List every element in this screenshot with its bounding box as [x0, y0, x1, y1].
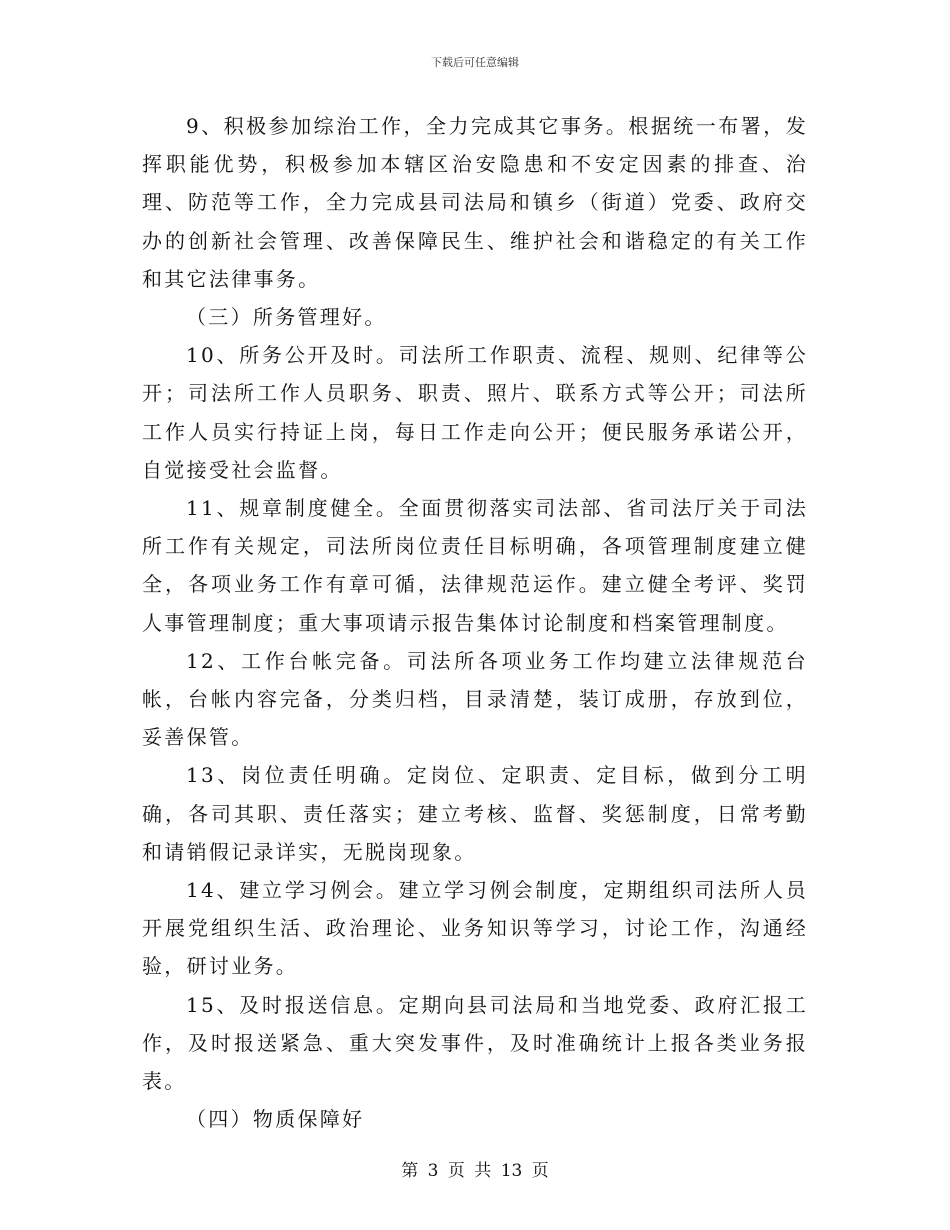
section-heading-4: （四）物质保障好 — [186, 1107, 365, 1132]
section-heading-3: （三）所务管理好。 — [186, 305, 387, 330]
paragraph-item-14: 14、建立学习例会。建立学习例会制度，定期组织司法所人员开展党组织生活、政治理论、业务知识等学习，讨论工作，沟通经验，研讨业务。 — [142, 878, 808, 979]
page-number: 第 3 页 共 13 页 — [401, 1161, 549, 1181]
paragraph-item-12: 12、工作台帐完备。司法所各项业务工作均建立法律规范台帐，台帐内容完备，分类归档，目录清楚，装订成册，存放到位，妥善保管。 — [142, 648, 808, 750]
document-body — [142, 107, 808, 1138]
paragraph-item-11: 11、规章制度健全。全面贯彻落实司法部、省司法厅关于司法所工作有关规定，司法所岗位责任目标明确，各项管理制度建立健全，各项业务工作有章可循，法律规范运作。建立健全考评、奖罚人事管理制度；重大事项请示报告集体讨论制度和档案管理制度。 — [142, 496, 808, 635]
paragraph-item-15: 15、及时报送信息。定期向县司法局和当地党委、政府汇报工作，及时报送紧急、重大突发事件，及时准确统计上报各类业务报表。 — [142, 992, 808, 1094]
paragraph-item-9: 9、积极参加综治工作，全力完成其它事务。根据统一布署，发挥职能优势，积极参加本辖区治安隐患和不安定因素的排查、治理、防范等工作，全力完成县司法局和镇乡（街道）党委、政府交办的创新社会管理、改善保障民生、维护社会和谐稳定的有关工作和其它法律事务。 — [142, 114, 808, 291]
paragraph-item-10: 10、所务公开及时。司法所工作职责、流程、规则、纪律等公开；司法所工作人员职务、职责、照片、联系方式等公开；司法所工作人员实行持证上岗，每日工作走向公开；便民服务承诺公开，自觉接受社会监督。 — [142, 343, 808, 482]
page-header: 下载后可任意编辑 — [431, 56, 519, 69]
paragraph-item-13: 13、岗位责任明确。定岗位、定职责、定目标，做到分工明确，各司其职、责任落实；建立考核、监督、奖惩制度，日常考勤和请销假记录详实，无脱岗现象。 — [142, 763, 808, 864]
